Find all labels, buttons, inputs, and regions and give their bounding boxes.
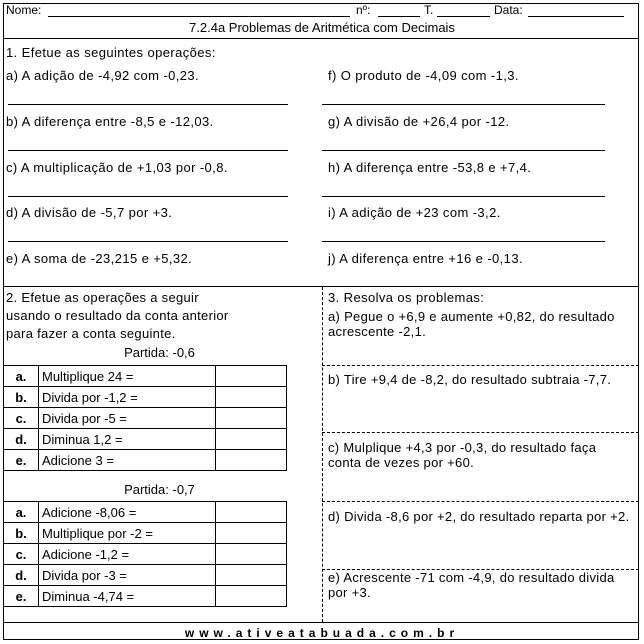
row-operation: Divida por -1,2 = bbox=[39, 387, 216, 408]
problem-e: e) Acrescente -71 com -4,9, do resultado divida por +3. bbox=[328, 570, 615, 600]
question-c: c) A multiplicação de +1,03 por -0,8. bbox=[6, 160, 228, 175]
table-row bbox=[4, 502, 287, 523]
row-operation: Divida por -5 = bbox=[39, 408, 216, 429]
problem-divider bbox=[322, 365, 639, 366]
answer-cell[interactable] bbox=[216, 544, 287, 565]
question-f: f) O produto de -4,09 com -1,3. bbox=[328, 68, 519, 83]
date-field[interactable] bbox=[528, 16, 624, 17]
table-row bbox=[4, 523, 287, 544]
row-operation: Adicione -8,06 = bbox=[39, 502, 216, 523]
row-operation: Adicione -1,2 = bbox=[39, 544, 216, 565]
row-letter: a. bbox=[4, 366, 39, 387]
answer-cell[interactable] bbox=[216, 408, 287, 429]
answer-line-d[interactable] bbox=[8, 241, 288, 242]
row-operation: Diminua -4,74 = bbox=[39, 586, 216, 607]
operations-table-1 bbox=[3, 365, 287, 471]
operations-table-2 bbox=[3, 501, 287, 607]
question-a: a) A adição de -4,92 com -0,23. bbox=[6, 68, 200, 83]
date-label: Data: bbox=[494, 3, 523, 17]
question-h: h) A diferença entre -53,8 e +7,4. bbox=[328, 160, 532, 175]
answer-cell[interactable] bbox=[216, 366, 287, 387]
question-g: g) A divisão de +26,4 por -12. bbox=[328, 114, 510, 129]
problem-d: d) Divida -8,6 por +2, do resultado reparta por +2. bbox=[328, 509, 630, 524]
answer-line-g[interactable] bbox=[322, 150, 605, 151]
footer-url[interactable]: www.ativeatabuada.com.br bbox=[184, 626, 460, 640]
answer-line-f[interactable] bbox=[322, 104, 605, 105]
table-row bbox=[4, 565, 287, 586]
divider bbox=[3, 38, 639, 39]
partida-1: Partida: -0,6 bbox=[124, 345, 195, 360]
question-b: b) A diferença entre -8,5 e -12,03. bbox=[6, 114, 214, 129]
answer-line-b[interactable] bbox=[8, 150, 288, 151]
section1-heading: 1. Efetue as seguintes operações: bbox=[6, 45, 216, 60]
table-row bbox=[4, 429, 287, 450]
table-row bbox=[4, 408, 287, 429]
number-field[interactable] bbox=[378, 16, 420, 17]
row-letter: d. bbox=[4, 565, 39, 586]
problem-c: c) Mulplique +4,3 por -0,3, do resultado faça conta de vezes por +60. bbox=[328, 440, 597, 470]
section3-border bbox=[322, 287, 323, 622]
answer-cell[interactable] bbox=[216, 586, 287, 607]
name-field[interactable] bbox=[48, 16, 350, 17]
problem-divider bbox=[322, 501, 639, 502]
table-row bbox=[4, 366, 287, 387]
table-row bbox=[4, 387, 287, 408]
row-letter: d. bbox=[4, 429, 39, 450]
row-letter: b. bbox=[4, 523, 39, 544]
answer-line-i[interactable] bbox=[322, 241, 605, 242]
row-operation: Adicione 3 = bbox=[39, 450, 216, 471]
row-operation: Multiplique 24 = bbox=[39, 366, 216, 387]
question-j: j) A diferença entre +16 e -0,13. bbox=[328, 251, 523, 266]
problem-divider bbox=[322, 432, 639, 433]
answer-cell[interactable] bbox=[216, 502, 287, 523]
name-label: Nome: bbox=[6, 3, 42, 17]
answer-cell[interactable] bbox=[216, 565, 287, 586]
problem-a: a) Pegue o +6,9 e aumente +0,82, do resultado acrescente -2,1. bbox=[328, 309, 615, 339]
section2-heading-line-1: 2. Efetue as operações a seguir bbox=[6, 290, 199, 305]
answer-line-h[interactable] bbox=[322, 196, 605, 197]
answer-cell[interactable] bbox=[216, 429, 287, 450]
page-title: 7.2.4a Problemas de Aritmética com Decimais bbox=[189, 20, 455, 35]
answer-cell[interactable] bbox=[216, 523, 287, 544]
divider bbox=[3, 622, 639, 623]
answer-line-a[interactable] bbox=[8, 104, 288, 105]
answer-cell[interactable] bbox=[216, 450, 287, 471]
row-letter: e. bbox=[4, 450, 39, 471]
turma-field[interactable] bbox=[437, 16, 490, 17]
answer-cell[interactable] bbox=[216, 387, 287, 408]
row-operation: Diminua 1,2 = bbox=[39, 429, 216, 450]
row-letter: c. bbox=[4, 408, 39, 429]
row-operation: Multiplique por -2 = bbox=[39, 523, 216, 544]
question-d: d) A divisão de -5,7 por +3. bbox=[6, 205, 173, 220]
row-letter: c. bbox=[4, 544, 39, 565]
problem-b: b) Tire +9,4 de -8,2, do resultado subtraia -7,7. bbox=[328, 372, 612, 387]
number-label: nº: bbox=[356, 3, 371, 17]
section2-heading-line-3: para fazer a conta seguinte. bbox=[6, 326, 176, 341]
divider bbox=[3, 286, 639, 287]
section3-heading: 3. Resolva os problemas: bbox=[328, 290, 485, 305]
answer-line-c[interactable] bbox=[8, 196, 288, 197]
question-i: i) A adição de +23 com -3,2. bbox=[328, 205, 501, 220]
table-row bbox=[4, 450, 287, 471]
row-letter: e. bbox=[4, 586, 39, 607]
row-letter: a. bbox=[4, 502, 39, 523]
table-row bbox=[4, 586, 287, 607]
section2-heading-line-2: usando o resultado da conta anterior bbox=[6, 308, 229, 323]
turma-label: T. bbox=[424, 3, 434, 17]
row-operation: Divida por -3 = bbox=[39, 565, 216, 586]
row-letter: b. bbox=[4, 387, 39, 408]
table-row bbox=[4, 544, 287, 565]
partida-2: Partida: -0,7 bbox=[124, 482, 195, 497]
question-e: e) A soma de -23,215 e +5,32. bbox=[6, 251, 193, 266]
